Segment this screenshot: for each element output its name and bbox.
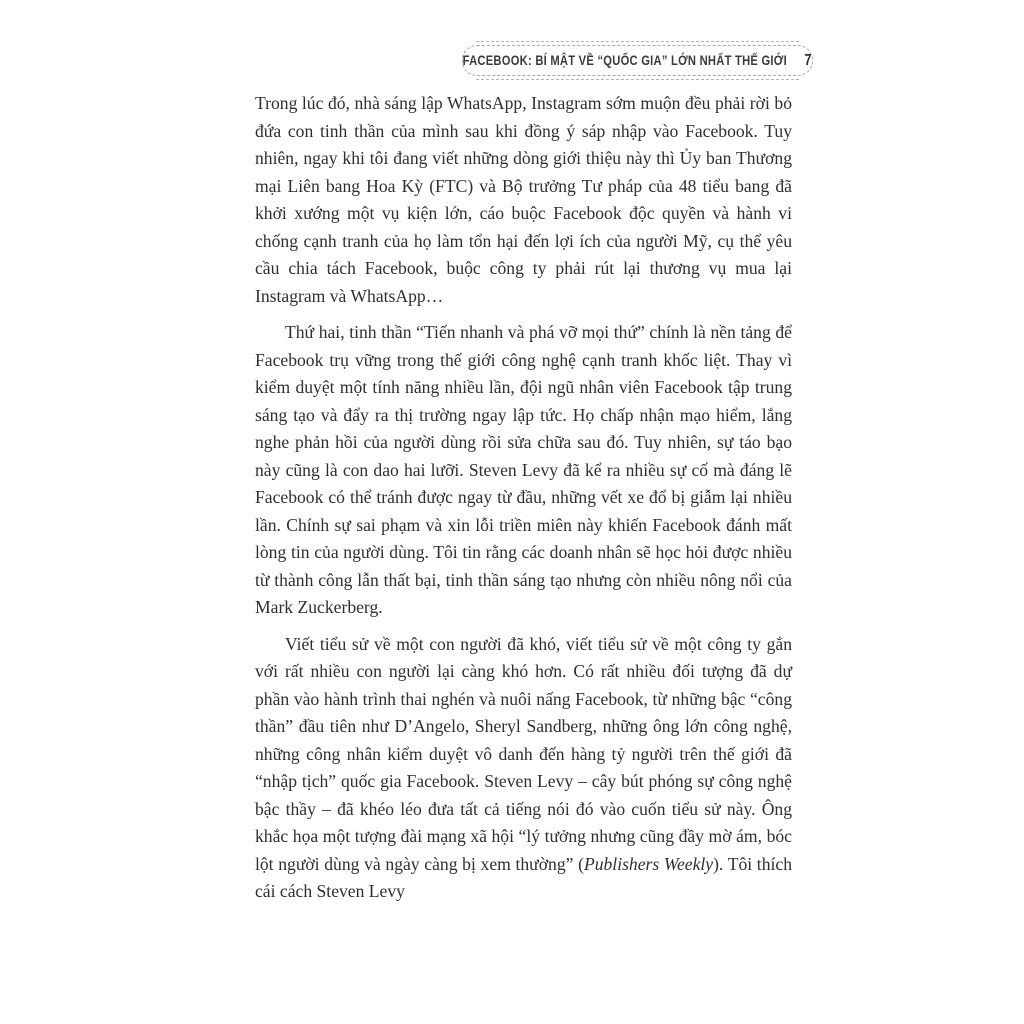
paragraph bbox=[255, 319, 792, 622]
running-header bbox=[463, 52, 812, 70]
body-text-block bbox=[255, 90, 792, 915]
page-number: 7 bbox=[805, 51, 812, 69]
text-run: Viết tiểu sử về một con người đã khó, viết tiểu sử về một công ty gắn với rất nhiều con người lại càng khó hơn. Có rất nhiều đối tượng đã dự phần vào hành trình thai nghén và nuôi nấng Facebook, từ những bậc “công thần” đầu tiên như D’Angelo, Sheryl Sandberg, những ông lớn công nghệ, những công nhân kiểm duyệt vô danh đến hàng tỷ người trên thế giới đã “nhập tịch” quốc gia Facebook. Steven Levy – cây bút phóng sự công nghệ bậc thầy – đã khéo léo đưa tất cả tiếng nói đó vào cuốn tiểu sử này. Ông khắc họa một tượng đài mạng xã hội “lý tưởng nhưng cũng đầy mờ ám, bóc lột người dùng và ngày càng bị xem thường” ( bbox=[255, 633, 792, 874]
paragraph bbox=[255, 631, 792, 906]
text-run: ). Tôi thích cái cách Steven Levy bbox=[255, 853, 792, 901]
text-run: Thứ hai, tinh thần “Tiến nhanh và phá vỡ mọi thứ” chính là nền tảng để Facebook trụ vững trong thế giới công nghệ cạnh tranh khốc liệt. Thay vì kiểm duyệt một tính năng nhiều lần, đội ngũ nhân viên Facebook tập trung sáng tạo và đẩy ra thị trường ngay lập tức. Họ chấp nhận mạo hiểm, lắng nghe phản hồi của người dùng rồi sửa chữa sau đó. Tuy nhiên, sự táo bạo này cũng là con dao hai lưỡi. Steven Levy đã kể ra nhiều sự cố mà đáng lẽ Facebook có thể tránh được ngay từ đầu, những vết xe đổ bị giẫm lại nhiều lần. Chính sự sai phạm và xin lỗi triền miên này khiến Facebook đánh mất lòng tin của người dùng. Tôi tin rằng các doanh nhân sẽ học hỏi được nhiều từ thành công lẫn thất bại, tinh thần sáng tạo nhưng còn nhiều nông nổi của Mark Zuckerberg. bbox=[255, 322, 792, 617]
paragraph bbox=[255, 90, 792, 310]
text-run: Trong lúc đó, nhà sáng lập WhatsApp, Instagram sớm muộn đều phải rời bỏ đứa con tinh thần của mình sau khi đồng ý sáp nhập vào Facebook. Tuy nhiên, ngay khi tôi đang viết những dòng giới thiệu này thì Ủy ban Thương mại Liên bang Hoa Kỳ (FTC) và Bộ trưởng Tư pháp của 48 tiểu bang đã khởi xướng một vụ kiện lớn, cáo buộc Facebook độc quyền và hành vi chống cạnh tranh của họ làm tổn hại đến lợi ích của người Mỹ, cụ thể yêu cầu chia tách Facebook, buộc công ty phải rút lại thương vụ mua lại Instagram và WhatsApp… bbox=[255, 93, 792, 306]
italic-text-run: Publishers Weekly bbox=[583, 853, 714, 874]
running-header-box bbox=[462, 45, 813, 76]
running-header-title: FACEBOOK: BÍ MẬT VỀ “QUỐC GIA” LỚN NHẤT THẾ GIỚI bbox=[463, 51, 788, 68]
